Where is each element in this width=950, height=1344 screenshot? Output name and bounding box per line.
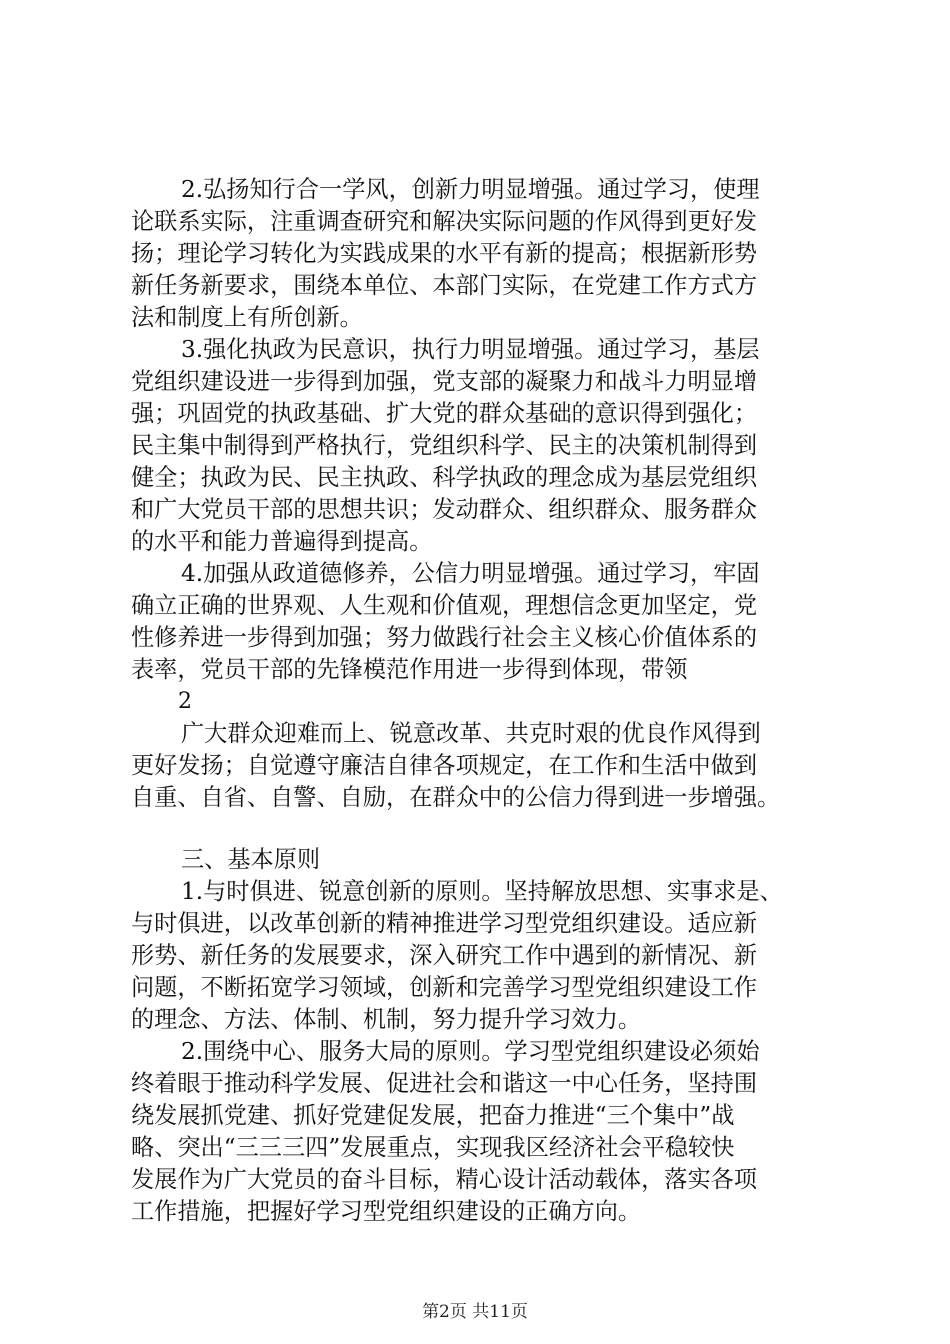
text-line: 形势、新任务的发展要求，深入研究工作中遇到的新情况、新 [131, 942, 758, 969]
text-line: 性修养进一步得到加强；努力做践行社会主义核心价值体系的 [131, 624, 758, 651]
text-line: 强；巩固党的执政基础、扩大党的群众基础的意识得到强化； [131, 400, 758, 427]
section-heading: 三、基本原则 [181, 846, 321, 873]
text-line: 终着眼于推动科学发展、促进社会和谐这一中心任务，坚持围 [131, 1070, 758, 1097]
text-line: 健全；执政为民、民主执政、科学执政的理念成为基层党组织 [131, 464, 758, 491]
text-line: 发展作为广大党员的奋斗目标，精心设计活动载体，落实各项 [131, 1166, 758, 1193]
text-line: 表率，党员干部的先锋模范作用进一步得到体现，带领 [131, 656, 688, 683]
text-line: 扬；理论学习转化为实践成果的水平有新的提高；根据新形势 [131, 240, 758, 267]
text-line: 自重、自省、自警、自励，在群众中的公信力得到进一步增强。 [131, 784, 781, 811]
inline-page-number: 2 [178, 689, 192, 714]
text-line: 的理念、方法、体制、机制，努力提升学习效力。 [131, 1006, 642, 1033]
text-line: 民主集中制得到严格执行，党组织科学、民主的决策机制得到 [131, 432, 758, 459]
text-line: 党组织建设进一步得到加强，党支部的凝聚力和战斗力明显增 [131, 368, 758, 395]
text-line: 和广大党员干部的思想共识；发动群众、组织群众、服务群众 [131, 496, 758, 523]
text-line: 3.强化执政为民意识，执行力明显增强。通过学习，基层 [181, 336, 760, 363]
text-line: 工作措施，把握好学习型党组织建设的正确方向。 [131, 1198, 642, 1225]
text-line: 的水平和能力普遍得到提高。 [131, 528, 433, 555]
page-footer: 第2页 共11页 [422, 1302, 528, 1322]
text-line: 绕发展抓党建、抓好党建促发展，把奋力推进“三个集中”战 [131, 1102, 735, 1129]
text-line: 略、突出“三三三四”发展重点，实现我区经济社会平稳较快 [131, 1134, 735, 1161]
text-line: 与时俱进，以改革创新的精神推进学习型党组织建设。适应新 [131, 910, 758, 937]
text-line: 确立正确的世界观、人生观和价值观，理想信念更加坚定，党 [131, 592, 758, 619]
text-line: 更好发扬；自觉遵守廉洁自律各项规定，在工作和生活中做到 [131, 752, 758, 779]
text-line: 2.围绕中心、服务大局的原则。学习型党组织建设必须始 [181, 1038, 760, 1065]
text-line: 新任务新要求，围绕本单位、本部门实际，在党建工作方式方 [131, 272, 758, 299]
text-line: 2.弘扬知行合一学风，创新力明显增强。通过学习，使理 [181, 176, 760, 203]
text-line: 4.加强从政道德修养，公信力明显增强。通过学习，牢固 [181, 560, 760, 587]
text-line: 论联系实际，注重调查研究和解决实际问题的作风得到更好发 [131, 208, 758, 235]
text-line: 法和制度上有所创新。 [131, 304, 363, 331]
text-line: 问题，不断拓宽学习领域，创新和完善学习型党组织建设工作 [131, 974, 758, 1001]
text-line: 广大群众迎难而上、锐意改革、共克时艰的优良作风得到 [181, 720, 761, 747]
text-line: 1.与时俱进、锐意创新的原则。坚持解放思想、实事求是、 [181, 878, 783, 905]
